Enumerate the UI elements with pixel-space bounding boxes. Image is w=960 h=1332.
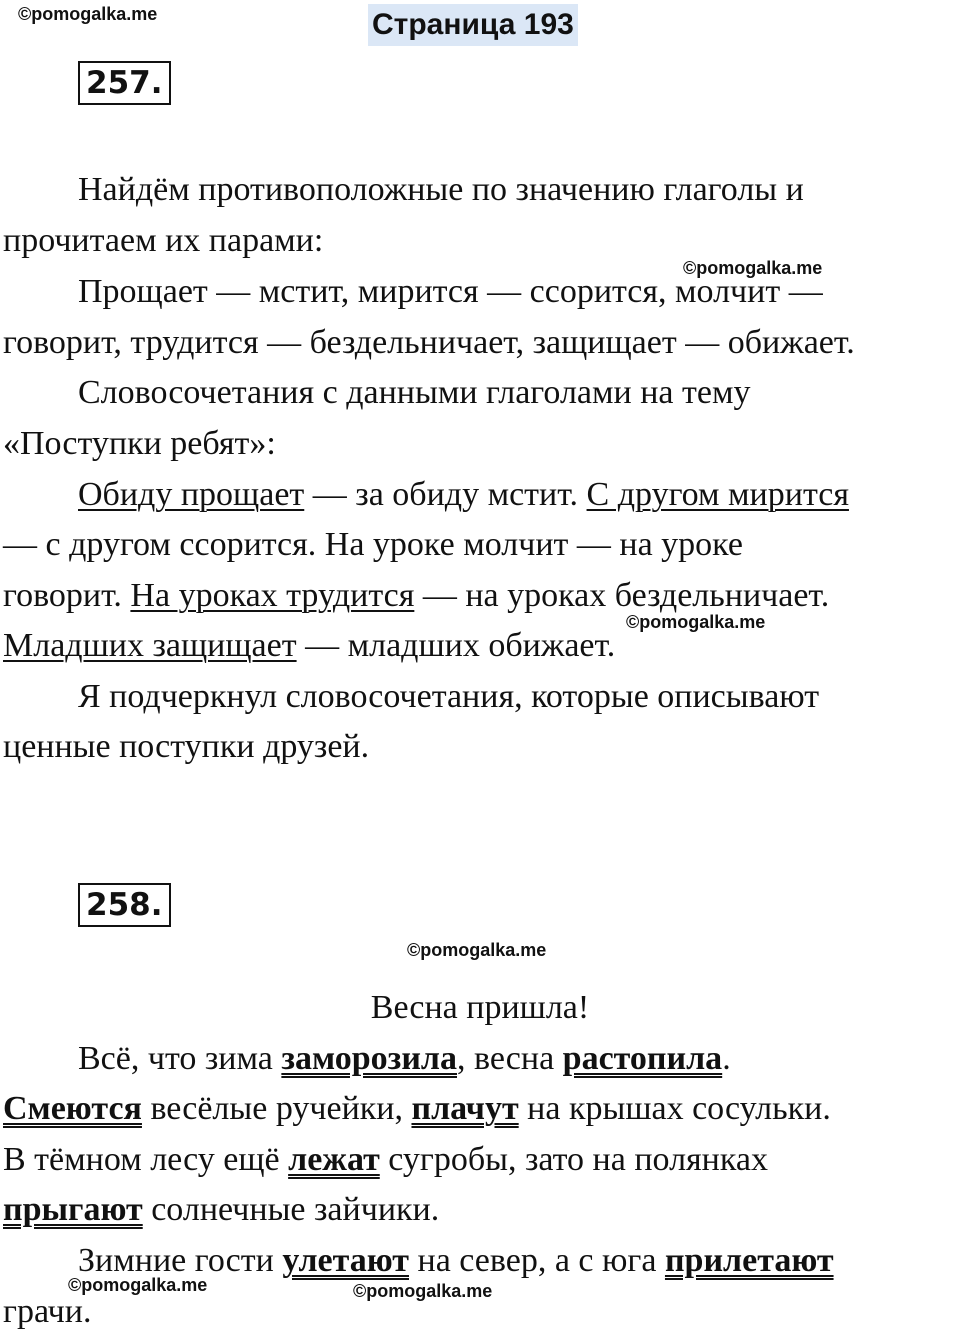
story-heading: Весна пришла!	[370, 989, 590, 1026]
text-line: Найдём противоположные по значению глаголы и	[78, 171, 804, 208]
verb: заморозила	[281, 1040, 457, 1077]
page-title: Страница 193	[368, 4, 578, 46]
watermark: ©pomogalka.me	[18, 4, 158, 24]
watermark: ©pomogalka.me	[683, 258, 823, 278]
text-line: Младших защищает — младших обижает.	[3, 627, 616, 664]
underlined-phrase: С другом мирится	[586, 476, 849, 513]
verb: улетают	[282, 1242, 409, 1279]
text-line: Прощает — мстит, мирится — ссорится, молчит —	[78, 273, 823, 310]
exercise-number-258: 258.	[78, 883, 171, 927]
text-line: говорит, трудится — бездельничает, защищает — обижает.	[3, 324, 855, 361]
underlined-phrase: Обиду прощает	[78, 476, 305, 513]
text-line: говорит. На уроках трудится — на уроках бездельничает.	[3, 577, 830, 614]
verb: прилетают	[664, 1242, 834, 1279]
text-line: прочитаем их парами:	[3, 222, 324, 259]
underlined-phrase: Младших защищает	[3, 627, 297, 664]
text-line: «Поступки ребят»:	[3, 425, 276, 462]
text-line: — с другом ссорится. На уроке молчит — на уроке	[3, 526, 743, 563]
text-line: Смеются весёлые ручейки, плачут на крышах сосульки.	[3, 1090, 831, 1127]
text-line: Всё, что зима заморозила, весна растопила.	[78, 1040, 731, 1077]
text-line: Зимние гости улетают на север, а с юга прилетают	[78, 1242, 834, 1279]
text-line: прыгают солнечные зайчики.	[3, 1191, 440, 1228]
watermark: ©pomogalka.me	[626, 612, 766, 632]
underlined-phrase: На уроках трудится	[130, 577, 415, 614]
watermark: ©pomogalka.me	[407, 940, 547, 960]
verb: плачут	[411, 1090, 519, 1127]
verb: растопила	[562, 1040, 723, 1077]
text-line: ценные поступки друзей.	[3, 728, 370, 765]
verb: лежат	[288, 1141, 380, 1178]
verb: Смеются	[3, 1090, 142, 1127]
text-line: В тёмном лесу ещё лежат сугробы, зато на полянках	[3, 1141, 768, 1178]
watermark: ©pomogalka.me	[353, 1281, 493, 1301]
exercise-number-257: 257.	[78, 61, 171, 105]
text-line: Словосочетания с данными глаголами на тему	[78, 374, 751, 411]
text-line: Я подчеркнул словосочетания, которые описывают	[78, 678, 820, 715]
text-line: грачи.	[3, 1293, 92, 1330]
text-line: Обиду прощает — за обиду мстит. С другом мирится	[78, 476, 849, 513]
watermark: ©pomogalka.me	[68, 1275, 208, 1295]
verb: прыгают	[3, 1191, 143, 1228]
